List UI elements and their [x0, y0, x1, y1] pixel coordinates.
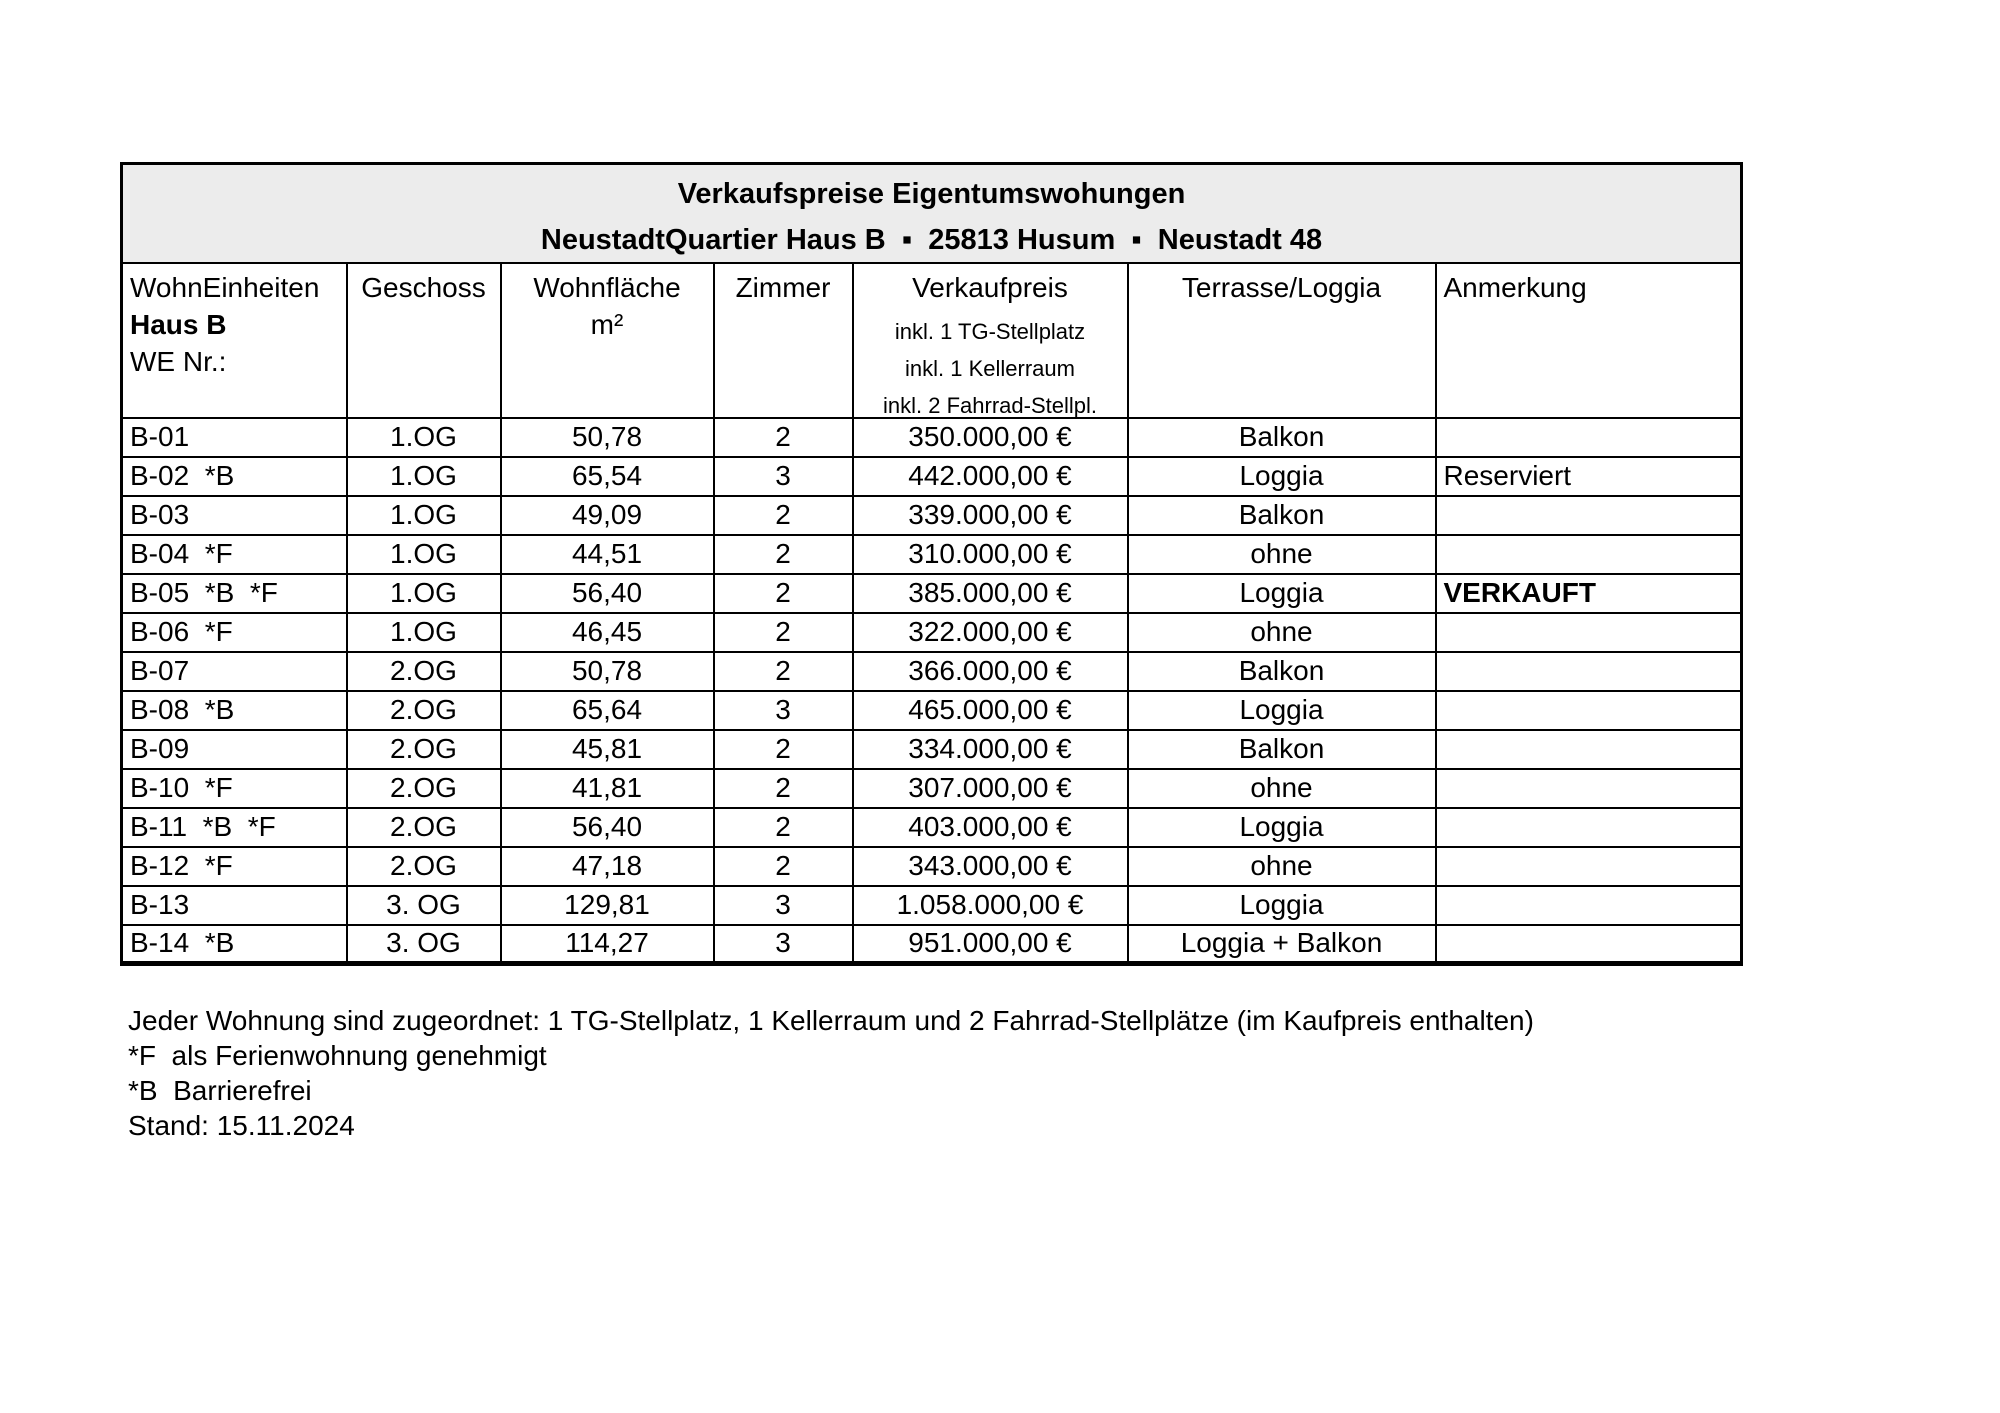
terrasse-cell: Balkon: [1128, 418, 1436, 457]
geschoss-cell: 1.OG: [347, 613, 501, 652]
zimmer-cell: 2: [714, 418, 853, 457]
anmerkung-cell: [1436, 808, 1742, 847]
header-incl-fahrrad-stellpl: inkl. 2 Fahrrad-Stellpl.: [883, 392, 1097, 418]
terrasse-cell: ohne: [1128, 847, 1436, 886]
anmerkung-cell: [1436, 496, 1742, 535]
zimmer-cell: 2: [714, 769, 853, 808]
zimmer-cell: 2: [714, 652, 853, 691]
table-row: [122, 691, 1742, 730]
wohnflaeche-cell: 41,81: [501, 769, 714, 808]
wohnflaeche-cell: 49,09: [501, 496, 714, 535]
verkaufpreis-cell: 350.000,00 €: [853, 418, 1128, 457]
header-incl-kellerraum: inkl. 1 Kellerraum: [905, 355, 1075, 381]
wohnflaeche-cell: 50,78: [501, 652, 714, 691]
terrasse-cell: Loggia: [1128, 808, 1436, 847]
anmerkung-cell: [1436, 769, 1742, 808]
wohnflaeche-cell: 50,78: [501, 418, 714, 457]
footnotes: [128, 1003, 1534, 1143]
wohnflaeche-cell: 56,40: [501, 574, 714, 613]
zimmer-cell: 3: [714, 457, 853, 496]
terrasse-cell: Loggia: [1128, 886, 1436, 925]
column-header-verkaufpreis: Verkaufpreis inkl. 1 TG-Stellplatz inkl. 1 Kellerraum inkl. 2 Fahrrad-Stellpl.: [853, 263, 1128, 418]
we-nr-cell: B-02 *B: [122, 457, 347, 496]
we-nr-cell: B-09: [122, 730, 347, 769]
zimmer-cell: 2: [714, 496, 853, 535]
wohnflaeche-cell: 46,45: [501, 613, 714, 652]
verkaufpreis-cell: 339.000,00 €: [853, 496, 1128, 535]
footnote-line-1: Jeder Wohnung sind zugeordnet: 1 TG-Stellplatz, 1 Kellerraum und 2 Fahrrad-Stellplätze (im Kaufpreis enthalten): [128, 1005, 1534, 1036]
we-nr-cell: B-01: [122, 418, 347, 457]
price-table: [120, 162, 1743, 966]
header-wohneinheiten-line1: WohnEinheiten: [130, 271, 320, 303]
table-row: [122, 808, 1742, 847]
verkaufpreis-cell: 442.000,00 €: [853, 457, 1128, 496]
terrasse-cell: Balkon: [1128, 730, 1436, 769]
column-header-anmerkung: Anmerkung: [1436, 263, 1742, 418]
wohnflaeche-cell: 45,81: [501, 730, 714, 769]
anmerkung-cell: [1436, 652, 1742, 691]
verkaufpreis-cell: 403.000,00 €: [853, 808, 1128, 847]
geschoss-cell: 2.OG: [347, 652, 501, 691]
geschoss-cell: 2.OG: [347, 691, 501, 730]
geschoss-cell: 2.OG: [347, 730, 501, 769]
terrasse-cell: ohne: [1128, 613, 1436, 652]
zimmer-cell: 3: [714, 691, 853, 730]
wohnflaeche-cell: 65,64: [501, 691, 714, 730]
wohnflaeche-cell: 44,51: [501, 535, 714, 574]
zimmer-cell: 2: [714, 730, 853, 769]
geschoss-cell: 3. OG: [347, 925, 501, 964]
geschoss-cell: 1.OG: [347, 496, 501, 535]
terrasse-cell: Loggia: [1128, 574, 1436, 613]
column-header-row: [122, 263, 1742, 418]
we-nr-cell: B-07: [122, 652, 347, 691]
zimmer-cell: 2: [714, 847, 853, 886]
geschoss-cell: 1.OG: [347, 574, 501, 613]
header-wohneinheiten-line2: Haus B: [130, 308, 227, 340]
terrasse-cell: Loggia: [1128, 457, 1436, 496]
geschoss-cell: 2.OG: [347, 847, 501, 886]
column-header-geschoss: Geschoss: [347, 263, 501, 418]
zimmer-cell: 2: [714, 535, 853, 574]
title-band: [122, 164, 1742, 263]
table-row: [122, 496, 1742, 535]
title-row: [122, 164, 1742, 263]
column-header-wohneinheiten: [122, 263, 347, 418]
anmerkung-cell: [1436, 535, 1742, 574]
wohnflaeche-cell: 47,18: [501, 847, 714, 886]
zimmer-cell: 3: [714, 886, 853, 925]
geschoss-cell: 1.OG: [347, 418, 501, 457]
table-row: [122, 886, 1742, 925]
we-nr-cell: B-05 *B *F: [122, 574, 347, 613]
terrasse-cell: Balkon: [1128, 496, 1436, 535]
anmerkung-cell: Reserviert: [1436, 457, 1742, 496]
zimmer-cell: 2: [714, 613, 853, 652]
anmerkung-cell: [1436, 691, 1742, 730]
zimmer-cell: 2: [714, 574, 853, 613]
verkaufpreis-cell: 334.000,00 €: [853, 730, 1128, 769]
verkaufpreis-cell: 385.000,00 €: [853, 574, 1128, 613]
we-nr-cell: B-08 *B: [122, 691, 347, 730]
header-wohneinheiten-line3: WE Nr.:: [130, 345, 227, 377]
geschoss-cell: 2.OG: [347, 808, 501, 847]
we-nr-cell: B-13: [122, 886, 347, 925]
header-incl-tg-stellplatz: inkl. 1 TG-Stellplatz: [894, 318, 1086, 344]
verkaufpreis-cell: 322.000,00 €: [853, 613, 1128, 652]
page-subtitle: NeustadtQuartier Haus B ▪ 25813 Husum ▪ Neustadt 48: [540, 224, 1323, 256]
table-row: [122, 769, 1742, 808]
we-nr-cell: B-10 *F: [122, 769, 347, 808]
table-row: [122, 535, 1742, 574]
we-nr-cell: B-12 *F: [122, 847, 347, 886]
anmerkung-cell: [1436, 613, 1742, 652]
we-nr-cell: B-04 *F: [122, 535, 347, 574]
geschoss-cell: 3. OG: [347, 886, 501, 925]
terrasse-cell: ohne: [1128, 769, 1436, 808]
zimmer-cell: 2: [714, 808, 853, 847]
verkaufpreis-cell: 951.000,00 €: [853, 925, 1128, 964]
table-row: [122, 457, 1742, 496]
anmerkung-cell: VERKAUFT: [1436, 574, 1742, 613]
terrasse-cell: Loggia + Balkon: [1128, 925, 1436, 964]
table-body: [122, 418, 1742, 964]
wohnflaeche-cell: 129,81: [501, 886, 714, 925]
anmerkung-cell: [1436, 847, 1742, 886]
verkaufpreis-cell: 1.058.000,00 €: [853, 886, 1128, 925]
table-row: [122, 613, 1742, 652]
verkaufpreis-cell: 465.000,00 €: [853, 691, 1128, 730]
wohnflaeche-cell: 56,40: [501, 808, 714, 847]
column-header-zimmer: Zimmer: [714, 263, 853, 418]
table-row: [122, 925, 1742, 964]
table-row: [122, 847, 1742, 886]
we-nr-cell: B-14 *B: [122, 925, 347, 964]
table-row: [122, 574, 1742, 613]
we-nr-cell: B-11 *B *F: [122, 808, 347, 847]
page-title: Verkaufspreise Eigentumswohungen: [677, 178, 1186, 210]
table-row: [122, 652, 1742, 691]
verkaufpreis-cell: 343.000,00 €: [853, 847, 1128, 886]
verkaufpreis-cell: 310.000,00 €: [853, 535, 1128, 574]
terrasse-cell: Balkon: [1128, 652, 1436, 691]
wohnflaeche-cell: 65,54: [501, 457, 714, 496]
geschoss-cell: 2.OG: [347, 769, 501, 808]
table-row: [122, 418, 1742, 457]
table-row: [122, 730, 1742, 769]
anmerkung-cell: [1436, 925, 1742, 964]
anmerkung-cell: [1436, 886, 1742, 925]
wohnflaeche-cell: 114,27: [501, 925, 714, 964]
terrasse-cell: ohne: [1128, 535, 1436, 574]
geschoss-cell: 1.OG: [347, 535, 501, 574]
column-header-terrasse-loggia: Terrasse/Loggia: [1128, 263, 1436, 418]
verkaufpreis-cell: 307.000,00 €: [853, 769, 1128, 808]
we-nr-cell: B-03: [122, 496, 347, 535]
zimmer-cell: 3: [714, 925, 853, 964]
column-header-wohnflaeche: Wohnfläche m²: [501, 263, 714, 418]
geschoss-cell: 1.OG: [347, 457, 501, 496]
anmerkung-cell: [1436, 730, 1742, 769]
verkaufpreis-cell: 366.000,00 €: [853, 652, 1128, 691]
terrasse-cell: Loggia: [1128, 691, 1436, 730]
we-nr-cell: B-06 *F: [122, 613, 347, 652]
footnote-line-4: Stand: 15.11.2024: [128, 1110, 355, 1141]
footnote-line-2: *F als Ferienwohnung genehmigt: [128, 1040, 547, 1071]
footnote-line-3: *B Barrierefrei: [128, 1075, 312, 1106]
anmerkung-cell: [1436, 418, 1742, 457]
